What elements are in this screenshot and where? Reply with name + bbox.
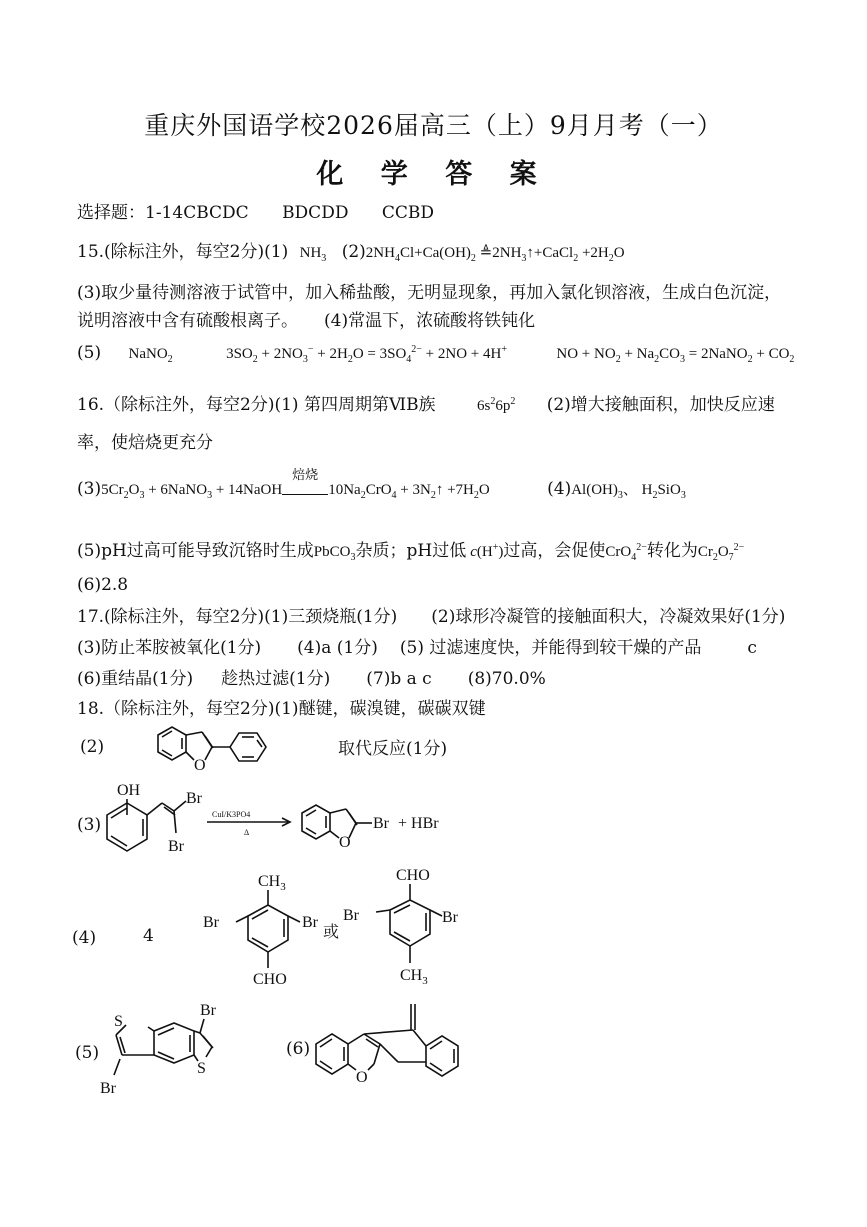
svg-text:CH3: $CH_3$ [400,967,428,987]
q18-4-count: 4 [143,926,154,946]
page-title: 重庆外国语学校2026届高三（上）9月月考（一） [144,111,723,140]
q16-line-5: (5)pH过高可能导致沉铬时生成PbCO$_3$杂质；pH过低 c(H+)过高，会促使CrO$_4^{2-}$转化为$Cr_2O_7^{2-}$ [77,541,745,563]
svg-text:Br: Br [302,914,318,931]
q15-line-5: (5) NaNO$_2$ $3SO_2 + 2NO_3^- + 2H_2O = 3SO_4^{2-} + 2NO + 4H^+$ NO + $NO_2 + Na_2CO_3$ = 2NaNO$_2$ + $CO_2$ [77,343,795,365]
svg-text:Br: Br [203,914,219,931]
q15-line-1: 15.(除标注外，每空2分)(1) $NH_3$ $(2)2NH_4Cl+Ca(OH)_2$ $≜2NH_3↑+CaCl_2 +2H_2O$ [77,242,625,264]
svg-text:O: O [356,1069,368,1086]
q17-line-2: (3)防止苯胺被氧化(1分) (4)a (1分) (5) 过滤速度快，并能得到较干燥的产品 c [77,638,757,658]
q18-3-label: (3) [77,815,102,835]
q18-6-label: (6) [286,1039,311,1059]
svg-text:Br: Br [100,1080,116,1097]
svg-text:Br: Br [186,790,202,807]
q17-line-3: (6)重结晶(1分) 趁热过滤(1分) (7)b a c (8)70.0% [77,669,546,689]
choice-label: 选择题：1-14CBCDC [77,203,249,223]
svg-text:+ HBr: + HBr [398,815,439,832]
q18-2-type: 取代反应(1分) [338,739,448,759]
structure-reaction-3 [92,775,472,870]
svg-text:O: O [339,834,351,851]
svg-text:CuI/K3PO4: CuI/K3PO4 [212,810,251,819]
svg-text:CHO: CHO [396,867,430,884]
q17-line-1: 17.(除标注外，每空2分)(1)三颈烧瓶(1分) (2)球形冷凝管的接触面积大，冷凝效果好(1分) [77,607,786,627]
svg-text:CH3: $CH_3$ [258,873,286,893]
svg-text:Br: Br [200,1002,216,1019]
q18-line-1: 18.（除标注外，每空2分)(1)醚键，碳溴键，碳碳双键 [77,699,486,719]
q16-line-6: (6)2.8 [77,575,129,595]
structure-2-phenylbenzofuran [150,720,290,778]
svg-text:Δ: Δ [244,828,250,837]
q15-line-3b: 说明溶液中含有硫酸根离子。 (4)常温下，浓硫酸将铁钝化 [77,311,536,331]
svg-text:Br: Br [168,838,184,855]
svg-text:S: S [197,1060,206,1077]
q15-line-3a: (3)取少量待测溶液于试管中，加入稀盐酸，无明显现象，再加入氯化钡溶液，生成白色沉淀， [77,283,782,303]
structure-6-fused [308,1000,473,1095]
q16-line-2: 率，使焙烧更充分 [77,433,213,453]
q16-line-1: 16.（除标注外，每空2分)(1) 第四周期第ⅥB族 $6s^26p^2$ (2)增大接触面积，加快反应速 [77,395,775,415]
svg-text:Br: Br [343,907,359,924]
q18-5-label: (5) [75,1043,100,1063]
or-text: 或 [323,922,340,941]
svg-text:Br: Br [442,909,458,926]
svg-text:S: S [114,1013,123,1030]
svg-text:OH: OH [117,782,141,799]
q16-line-3: $(3)5Cr_2O_3$ + 6NaNO$_3$ + 14NaOH 焙烧 $10Na_2CrO_4$ + $3N_2↑ +7H_2O$ $(4)Al(OH)_3$、 $H_2SiO_3$ [77,468,686,501]
choice-group-3: CCBD [381,203,434,223]
choice-answers [77,198,434,223]
structure-5-benzodithiophene [96,995,246,1105]
page-subtitle: 化 学 答 案 [316,159,551,190]
q18-2-label: (2) [80,737,105,757]
structure-isomers-4 [198,860,488,1000]
choice-group-2: BDCDD [282,203,349,223]
svg-text:Br: Br [373,815,389,832]
q18-4-label: (4) [72,928,97,948]
svg-text:CHO: CHO [253,971,287,988]
atom-o: O [194,757,206,774]
